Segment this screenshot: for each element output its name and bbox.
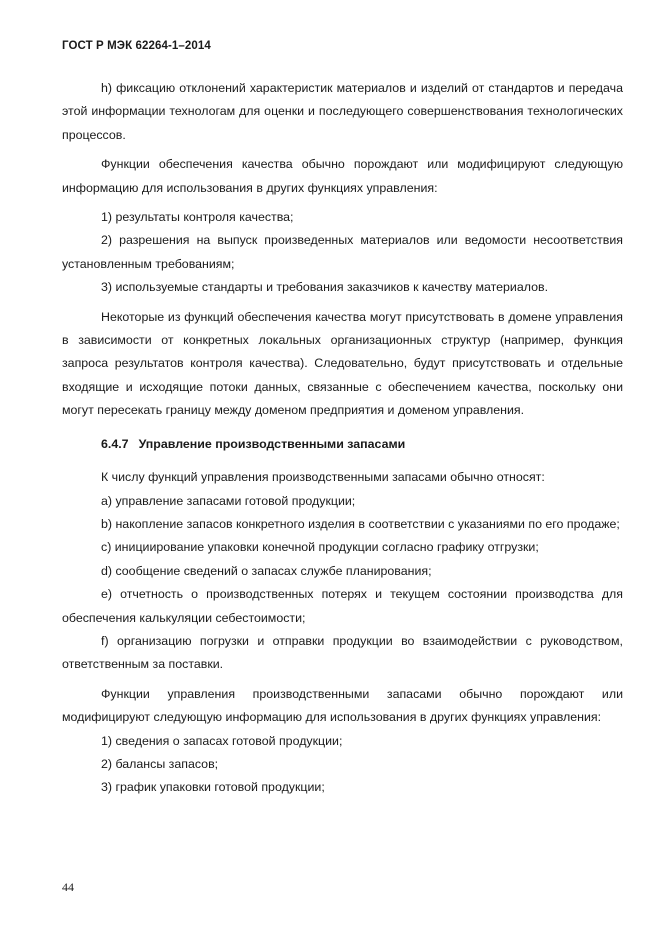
- list-item-quality-1: 1) результаты контроля качества;: [101, 210, 294, 225]
- list-item-inventory-c: c) инициирование упаковки конечной продукции согласно графику отгрузки;: [101, 540, 539, 555]
- paragraph-inventory-intro: К числу функций управления производственными запасами обычно относят:: [101, 470, 545, 485]
- list-item-inventory-a: a) управление запасами готовой продукции;: [101, 493, 356, 508]
- section-title: Управление производственными запасами: [138, 436, 406, 451]
- paragraph-quality-domain: Некоторые из функций обеспечения качества могут присутствовать в домене управления в зависимости от конкретных локальных организационных структур (например, функция запроса результатов контроля качества). Следовательно, будут присутствовать и отдельные входящие и исходящие потоки данных, связанные с обеспечением качества, поскольку они могут пересекать границу между доменом предприятия и доменом управления.: [62, 309, 623, 418]
- section-heading: [62, 433, 623, 456]
- page-body: [62, 77, 623, 800]
- document-header: ГОСТ Р МЭК 62264-1–2014: [62, 40, 211, 52]
- list-item-inventory-info-3: 3) график упаковки готовой продукции;: [101, 780, 325, 795]
- list-item-inventory-e: e) отчетность о производственных потерях и текущем состоянии производства для обеспечения калькуляции себестоимости;: [62, 587, 623, 625]
- page-number: 44: [62, 880, 74, 894]
- list-item-inventory-info-1: 1) сведения о запасах готовой продукции;: [101, 733, 343, 748]
- paragraph-inventory-info: Функции управления производственными запасами обычно порождают или модифицируют следующую информацию для использования в других функциях управления:: [62, 686, 623, 725]
- list-item-inventory-info-2: 2) балансы запасов;: [101, 756, 219, 771]
- list-item-quality-3: 3) используемые стандарты и требования заказчиков к качеству материалов.: [101, 280, 549, 295]
- section-number: 6.4.7: [101, 436, 129, 451]
- list-item-inventory-f: f) организацию погрузки и отправки продукции во взаимодействии с руководством, ответственным за поставки.: [62, 633, 623, 672]
- list-item-inventory-d: d) сообщение сведений о запасах службе планирования;: [101, 563, 432, 578]
- paragraph-list-item-h: h) фиксацию отклонений характеристик материалов и изделий от стандартов и передача этой информации технологам для оценки и последующего совершенствования технологических процессов.: [62, 81, 623, 142]
- list-item-inventory-b: b) накопление запасов конкретного изделия в соответствии с указаниями по его продаже;: [101, 516, 620, 531]
- paragraph-quality-info: Функции обеспечения качества обычно порождают или модифицируют следующую информацию для использования в других функциях управления:: [62, 157, 623, 195]
- list-item-quality-2: 2) разрешения на выпуск произведенных материалов или ведомости несоответствия установленным требованиям;: [62, 233, 623, 271]
